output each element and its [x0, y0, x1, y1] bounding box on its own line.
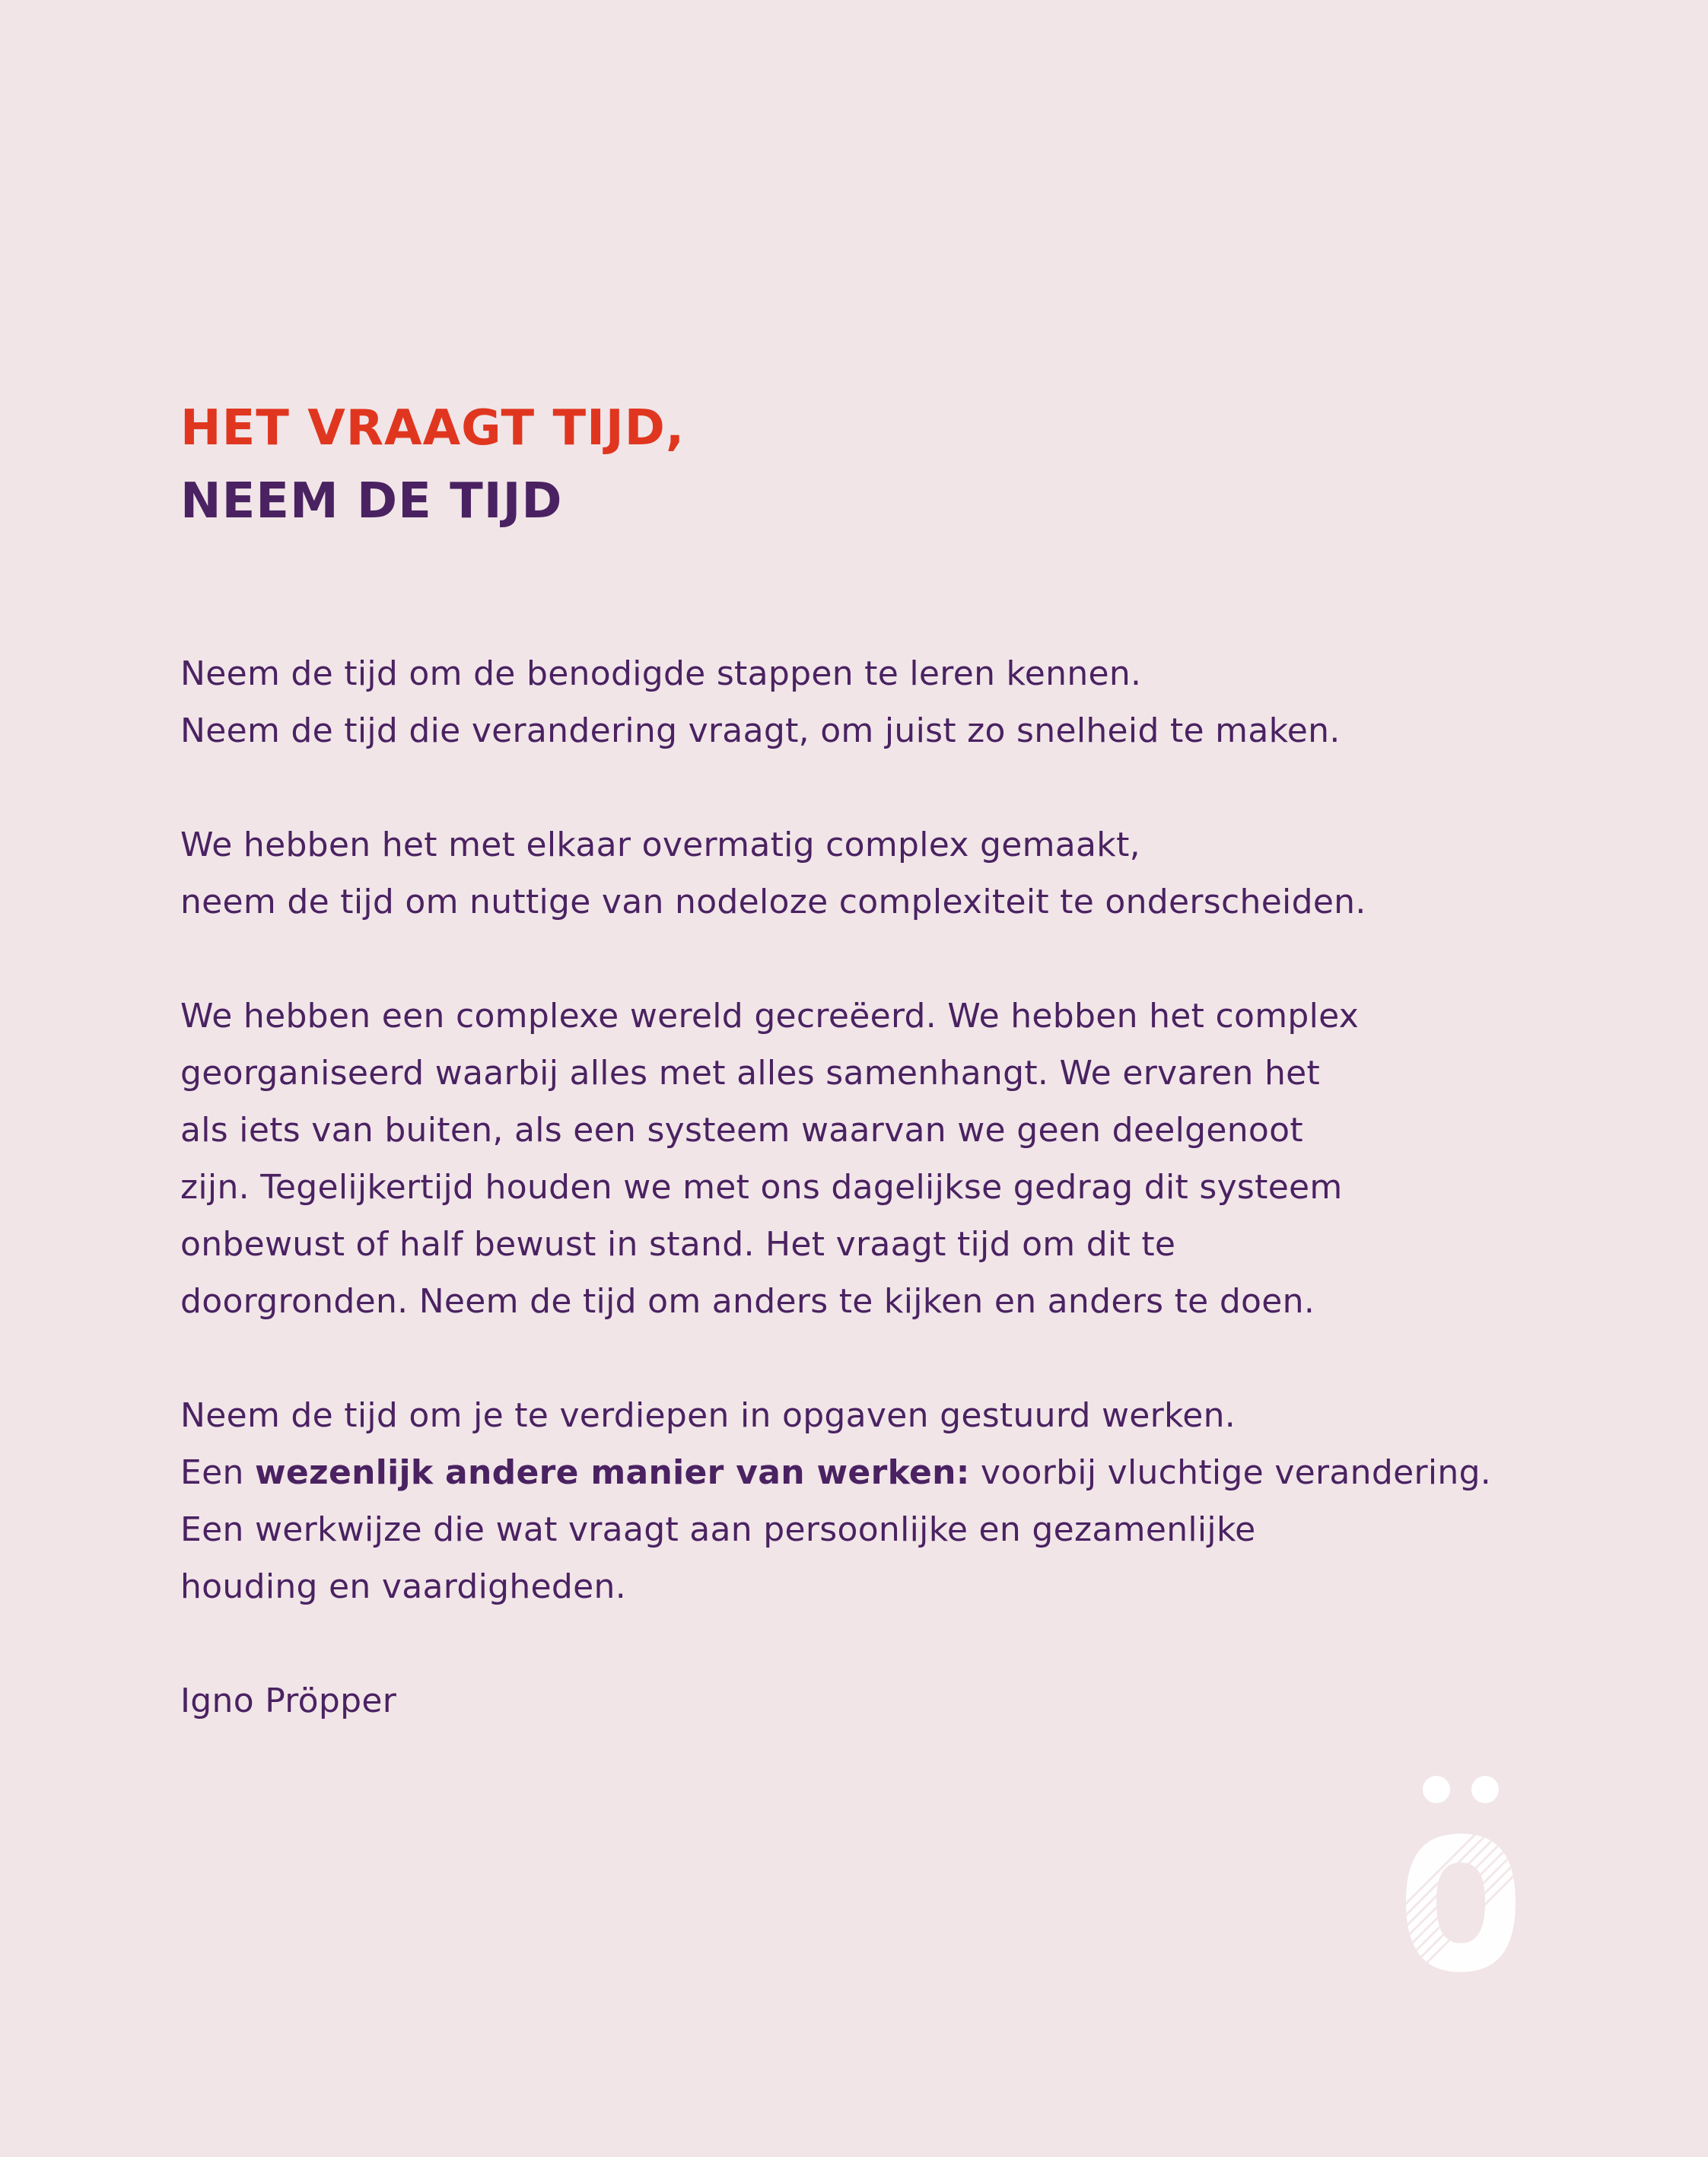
paragraph-line: We hebben het met elkaar overmatig complex gemaakt, [180, 826, 1140, 864]
paragraph-line: Neem de tijd om je te verdiepen in opgaven gestuurd werken. [180, 1396, 1236, 1435]
paragraph-line-mixed [180, 1444, 1626, 1501]
headline [180, 392, 685, 538]
signature: Igno Pröpper [180, 1681, 397, 1720]
text-prefix: Een [180, 1453, 255, 1492]
paragraph-1 [180, 645, 1626, 759]
paragraph-line: georganiseerd waarbij alles met alles samenhangt. We ervaren het [180, 1054, 1321, 1093]
paragraph-4 [180, 1387, 1626, 1615]
logo-dot-left [1423, 1776, 1450, 1803]
paragraph-2 [180, 816, 1626, 931]
text-suffix: voorbij vluchtige verandering. [969, 1453, 1492, 1492]
paragraph-line: zijn. Tegelijkertijd houden we met ons dagelijkse gedrag dit systeem [180, 1168, 1343, 1207]
paragraph-line: doorgronden. Neem de tijd om anders te kijken en anders te doen. [180, 1282, 1315, 1321]
logo-dot-right [1471, 1776, 1499, 1803]
paragraph-line: Neem de tijd die verandering vraagt, om juist zo snelheid te maken. [180, 711, 1341, 750]
paragraph-line: onbewust of half bewust in stand. Het vraagt tijd om dit te [180, 1225, 1176, 1264]
o-umlaut-logo-icon [1385, 1773, 1537, 1978]
emphasis-text: wezenlijk andere manier van werken: [254, 1453, 970, 1492]
body-text [180, 645, 1626, 1729]
paragraph-line: Neem de tijd om de benodigde stappen te leren kennen. [180, 654, 1142, 693]
paragraph-line: neem de tijd om nuttige van nodeloze complexiteit te onderscheiden. [180, 883, 1366, 921]
headline-line-1: HET VRAAGT TIJD, [180, 400, 685, 457]
paragraph-line: Een werkwijze die wat vraagt aan persoonlijke en gezamenlijke [180, 1510, 1256, 1549]
paragraph-line: als iets van buiten, als een systeem waarvan we geen deelgenoot [180, 1111, 1303, 1150]
paragraph-line: We hebben een complexe wereld gecreëerd. We hebben het complex [180, 997, 1360, 1036]
headline-line-2: NEEM DE TIJD [180, 473, 563, 530]
logo-ring [1385, 1834, 1529, 1978]
paragraph-line: houding en vaardigheden. [180, 1567, 626, 1606]
paragraph-3 [180, 988, 1626, 1330]
